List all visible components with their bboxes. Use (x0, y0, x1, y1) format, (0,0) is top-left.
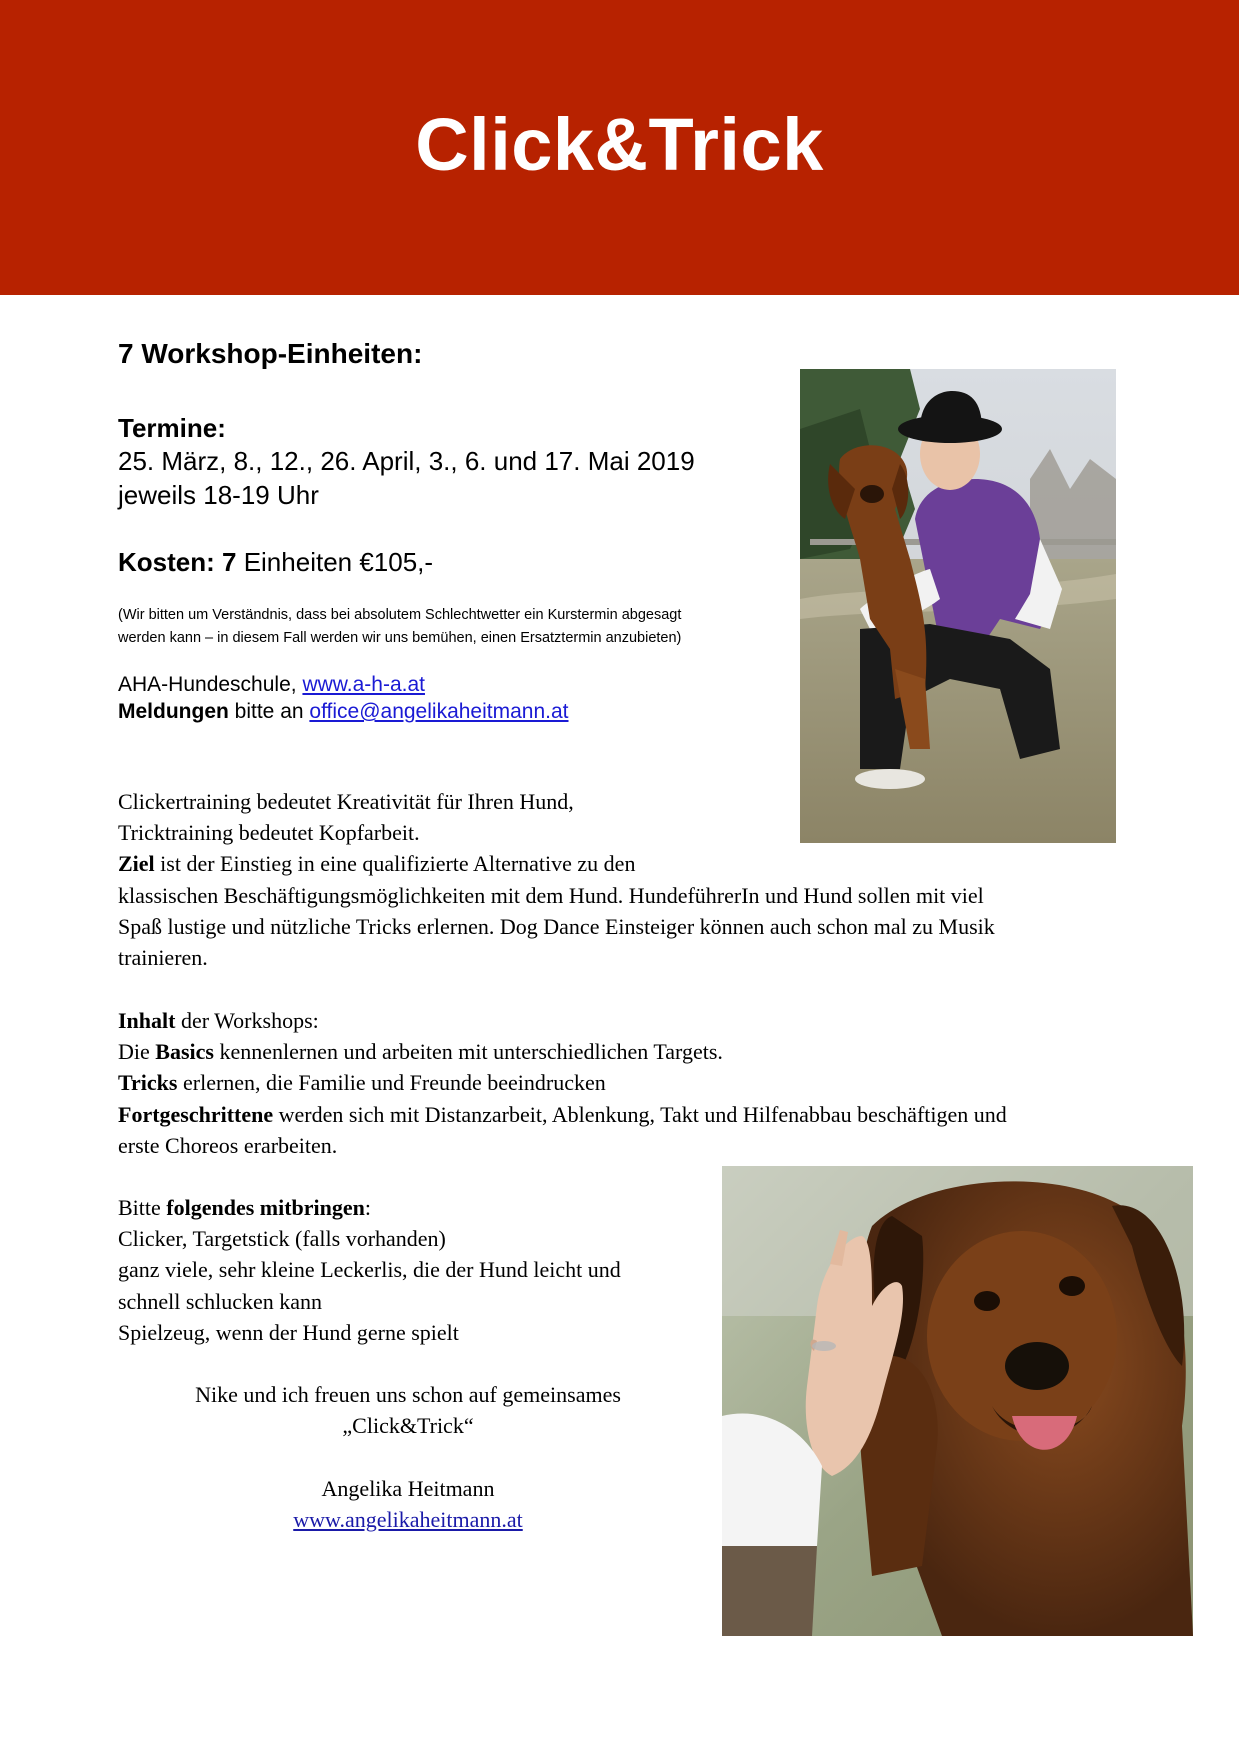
registration-text: bitte an (228, 700, 310, 723)
basics-text: kennenlernen und arbeiten mit unterschiedlichen Targets. (213, 1039, 723, 1065)
closing-line: „Click&Trick“ (342, 1413, 474, 1439)
closing-block (118, 1379, 698, 1535)
header-banner (0, 0, 1239, 295)
school-website-link[interactable]: www.a-h-a.at (302, 673, 425, 696)
tricks-label: Tricks (118, 1070, 178, 1096)
description-line: Spaß lustige und nützliche Tricks erlernen. Dog Dance Einsteiger können auch schon mal zu Musik (118, 913, 995, 939)
content-heading (118, 1005, 1128, 1036)
description-line: Clickertraining bedeutet Kreativität für Ihren Hund, (118, 789, 574, 814)
dog-high-five-photo (722, 1166, 1193, 1636)
registration-line (118, 698, 569, 726)
bring-item: Clicker, Targetstick (falls vorhanden) (118, 1226, 446, 1252)
bring-item: Spielzeug, wenn der Hund gerne spielt (118, 1319, 459, 1345)
bring-item: schnell schlucken kann (118, 1288, 323, 1314)
content-label: Inhalt (118, 1008, 176, 1033)
bring-heading (118, 1192, 738, 1223)
bring-item: ganz viele, sehr kleine Leckerlis, die der Hund leicht und (118, 1257, 621, 1283)
costs-label: Kosten: 7 (118, 547, 237, 577)
woman-with-dog-photo (800, 369, 1116, 843)
description-line: trainieren. (118, 945, 208, 971)
description-paragraph (118, 786, 1128, 973)
website-link[interactable]: www.angelikaheitmann.at (293, 1506, 523, 1532)
page-title: Click&Trick (415, 103, 824, 186)
advanced-line (118, 1099, 1128, 1130)
bring-post: : (364, 1195, 372, 1220)
advanced-text: werden sich mit Distanzarbeit, Ablenkung, Takt und Hilfenabbau beschäftigen und (273, 1101, 1007, 1127)
costs-line (118, 544, 433, 580)
basics-pre: Die (118, 1039, 156, 1065)
school-line (118, 671, 425, 699)
registration-email-link[interactable]: office@angelikaheitmann.at (309, 700, 569, 723)
content-heading-text: der Workshops: (175, 1008, 319, 1033)
registration-label: Meldungen (118, 700, 229, 723)
goal-line (118, 848, 1128, 879)
school-label: AHA-Hundeschule, (118, 673, 303, 696)
content-paragraph (118, 1005, 1128, 1161)
description-line: Tricktraining bedeutet Kopfarbeit. (118, 820, 420, 846)
bring-pre: Bitte (118, 1195, 167, 1220)
tricks-line (118, 1067, 1128, 1098)
closing-line: Nike und ich freuen uns schon auf gemeinsames (195, 1382, 621, 1407)
times-text: jeweils 18-19 Uhr (118, 480, 319, 510)
costs-value: Einheiten €105,- (236, 547, 434, 577)
bring-list (118, 1192, 738, 1348)
weather-note (118, 604, 798, 650)
termine-heading: Termine: (118, 413, 226, 443)
advanced-label: Fortgeschrittene (118, 1101, 274, 1127)
description-line: klassischen Beschäftigungsmöglichkeiten mit dem Hund. HundeführerIn und Hund sollen mit viel (118, 882, 984, 908)
tricks-text: erlernen, die Familie und Freunde beeindrucken (177, 1070, 606, 1096)
workshops-heading: 7 Workshop-Einheiten: (118, 338, 423, 369)
closing-spacer (118, 1441, 698, 1472)
goal-label: Ziel (118, 851, 155, 877)
basics-line (118, 1036, 1128, 1067)
goal-text: ist der Einstieg in eine qualifizierte Alternative zu den (154, 851, 636, 877)
weather-note-line: werden kann – in diesem Fall werden wir uns bemühen, einen Ersatztermin anzubieten) (118, 630, 682, 646)
bring-label: folgendes mitbringen (166, 1195, 365, 1220)
weather-note-line: (Wir bitten um Verständnis, dass bei absolutem Schlechtwetter ein Kurstermin abgesagt (118, 607, 682, 623)
dates-text: 25. März, 8., 12., 26. April, 3., 6. und 17. Mai 2019 (118, 446, 695, 476)
signature-name: Angelika Heitmann (321, 1475, 495, 1501)
basics-label: Basics (155, 1039, 214, 1065)
advanced-line-2: erste Choreos erarbeiten. (118, 1132, 338, 1158)
